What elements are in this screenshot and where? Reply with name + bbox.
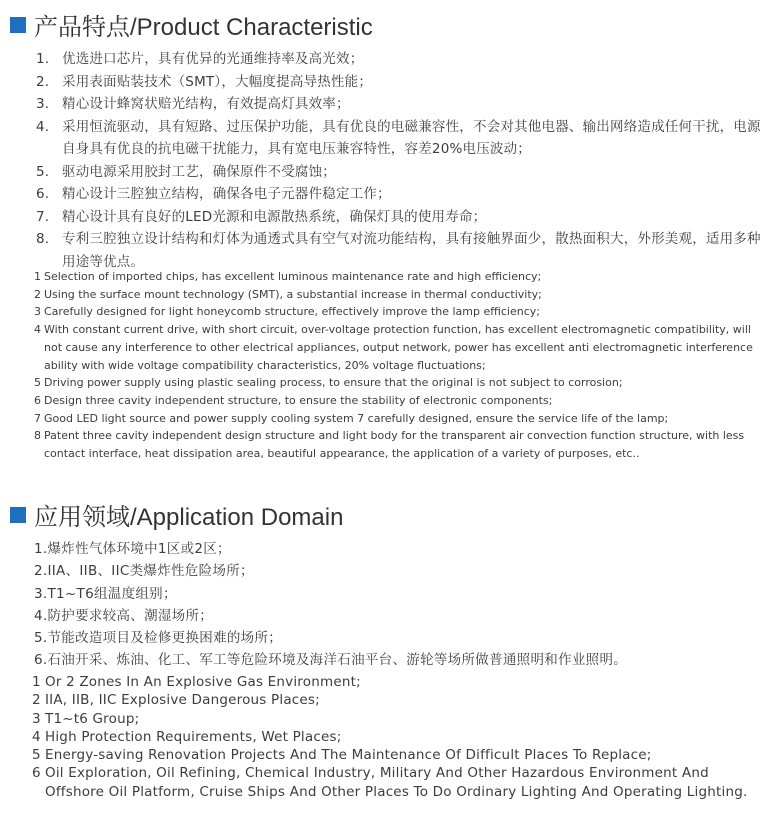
list-item: 8. 专利三腔独立设计结构和灯体为通透式具有空气对流功能结构，具有接触界面少，散热面积大，外形美观，适用多种用途等优点。: [36, 231, 761, 270]
section-title: 应用领域/Application Domain: [34, 504, 344, 531]
list-item: 2.IIA、IIB、IIC类爆炸性危险场所；: [34, 563, 254, 580]
list-item: 1. 优选进口芯片，具有优异的光通维持率及高光效；: [36, 51, 364, 67]
list-item: 4.防护要求较高、潮湿场所；: [34, 607, 214, 624]
application-domain-en-list: [32, 673, 767, 801]
list-item: 5. 驱动电源采用胶封工艺，确保原件不受腐蚀；: [36, 163, 336, 180]
application-domain-zh-list: [34, 538, 764, 672]
list-item: 6 Design three cavity independent structure, to ensure the stability of electronic components;: [34, 393, 553, 407]
section-heading-application: [10, 497, 343, 532]
heading-square-icon: [10, 507, 26, 523]
section-title: 产品特点/Product Characteristic: [34, 14, 373, 41]
list-item: 5 Driving power supply using plastic sealing process, to ensure that the original is not subject to corrosion;: [34, 376, 623, 390]
list-item: 8 Patent three cavity independent design structure and light body for the transparent air convection function structure, with less contact interface, heat dissipation area, beautiful appearance, the application of a variety of purposes, etc..: [34, 429, 745, 461]
list-item: 4 High Protection Requirements, Wet Places;: [32, 728, 342, 745]
list-item: 2 IIA, IIB, IIC Explosive Dangerous Places;: [32, 692, 320, 709]
list-item: 3 Carefully designed for light honeycomb structure, effectively improve the lamp efficiency;: [34, 305, 540, 319]
list-item: 3 T1~t6 Group;: [32, 710, 140, 727]
list-item: 4 With constant current drive, with short circuit, over-voltage protection function, has excellent electromagnetic compatibility, will not cause any interference to other electrical appliances, output network, power has excellent anti electromagnetic interference ability with wide voltage compatibility characteristics, 20% voltage fluctuations;: [34, 323, 753, 372]
list-item: 5.节能改造项目及检修更换困难的场所；: [34, 630, 283, 647]
list-item: 5 Energy-saving Renovation Projects And The Maintenance Of Difficult Places To Replace;: [32, 747, 652, 764]
list-item: 4. 采用恒流驱动，具有短路、过压保护功能，具有优良的电磁兼容性，不会对其他电器、输出网络造成任何干扰，电源自身具有优良的抗电磁干扰能力，具有宽电压兼容特性，容差20%电压波动；: [36, 118, 761, 157]
list-item: 1.爆炸性气体环境中1区或2区；: [34, 541, 231, 557]
list-item: 6. 精心设计三腔独立结构，确保各电子元器件稳定工作；: [36, 186, 391, 202]
list-item: 7. 精心设计具有良好的LED光源和电源散热系统，确保灯具的使用寿命；: [36, 208, 487, 225]
list-item: 7 Good LED light source and power supply cooling system 7 carefully designed, ensure the service life of the lamp;: [34, 411, 669, 425]
section-heading-product: [10, 7, 373, 42]
list-item: 6 Oil Exploration, Oil Refining, Chemical Industry, Military And Other Hazardous Environment And Offshore Oil Platform, Cruise Ships And Other Places To Do Ordinary Lighting And Operating Lighting.: [32, 765, 748, 800]
list-item: 3.T1~T6组温度组别；: [34, 585, 177, 602]
product-features-en-list: [34, 268, 764, 463]
list-item: 1 Or 2 Zones In An Explosive Gas Environment;: [32, 674, 361, 690]
list-item: 3. 精心设计蜂窝状赔光结构，有效提高灯具效率；: [36, 96, 350, 112]
list-item: 2 Using the surface mount technology (SMT), a substantial increase in thermal conductivity;: [34, 287, 542, 301]
product-features-zh-list: [36, 48, 761, 273]
list-item: 6.石油开采、炼油、化工、军工等危险环境及海洋石油平台、游轮等场所做普通照明和作业照明。: [34, 652, 628, 669]
heading-square-icon: [10, 17, 26, 33]
list-item: 1 Selection of imported chips, has excellent luminous maintenance rate and high efficiency;: [34, 270, 542, 283]
list-item: 2. 采用表面贴装技术（SMT），大幅度提高导热性能；: [36, 73, 373, 90]
